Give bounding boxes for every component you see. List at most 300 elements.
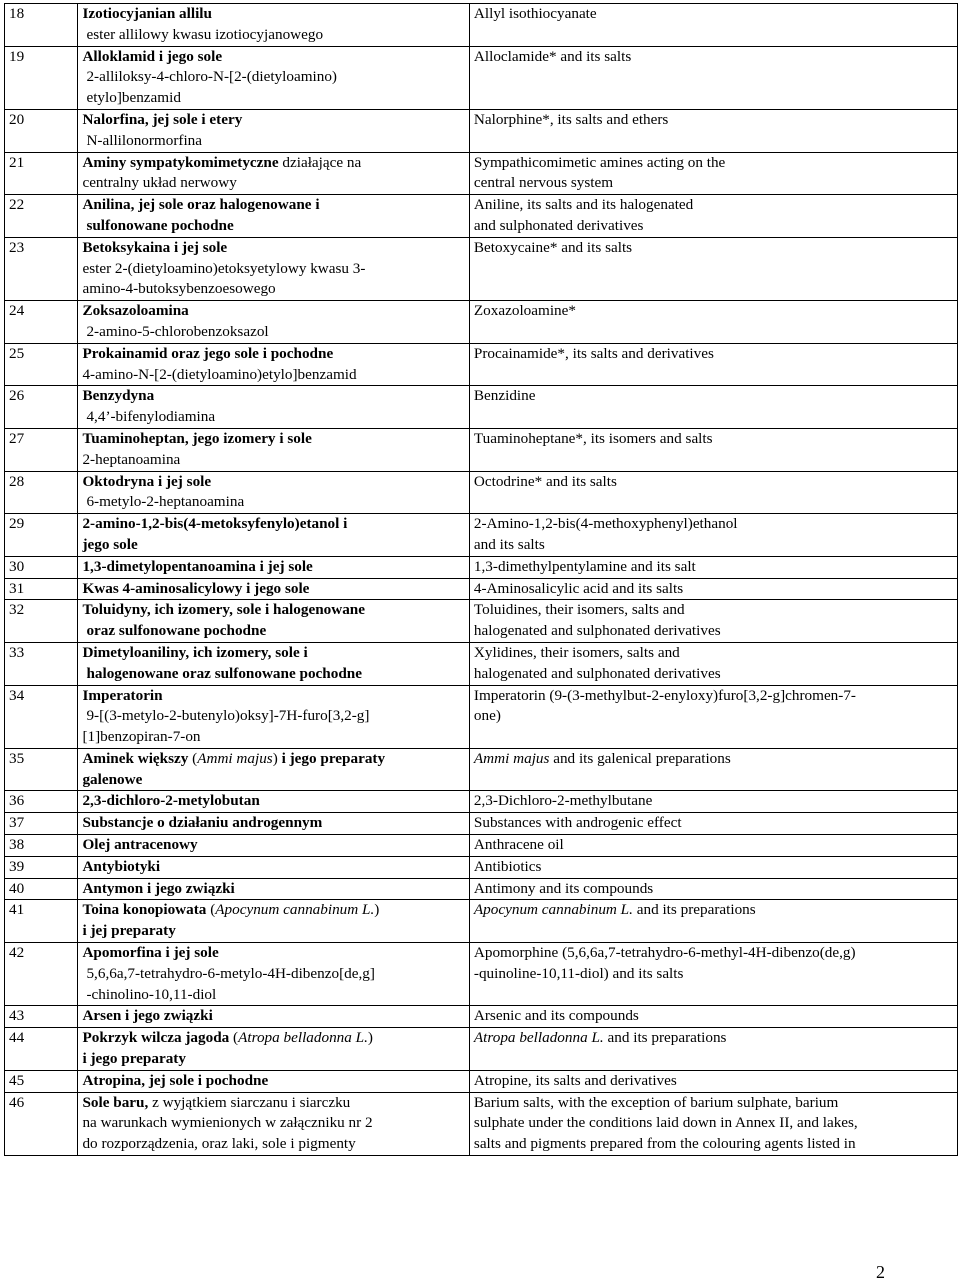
polish-name-cell — [78, 813, 469, 835]
text-line — [82, 450, 468, 471]
text-segment: [1]benzopiran-7-on — [82, 728, 201, 746]
page-number: 2 — [876, 1262, 885, 1282]
text-segment: 2,3-Dichloro-2-methylbutane — [473, 792, 653, 810]
table-row — [5, 556, 958, 578]
text-line — [82, 749, 468, 770]
english-name-cell — [469, 943, 957, 1006]
substance-name: Alloklamid i jego sole — [82, 47, 223, 65]
text-segment: Aniline, its salts and its halogenated — [473, 196, 694, 214]
text-segment: Arsenic and its compounds — [473, 1007, 639, 1025]
polish-name-cell — [78, 237, 469, 300]
text-line — [82, 514, 468, 535]
polish-name-cell — [78, 578, 469, 600]
text-line — [82, 492, 468, 513]
text-segment: Nalorphine*, its salts and ethers — [473, 110, 669, 128]
latin-name: Atropa belladonna L. — [238, 1029, 368, 1047]
text-line — [474, 173, 957, 194]
text-line — [474, 621, 957, 642]
substance-name: halogenowane oraz sulfonowane pochodne — [86, 664, 362, 682]
text-line — [82, 621, 468, 642]
text-segment: 2-Amino-1,2-bis(4-methoxyphenyl)ethanol — [473, 515, 738, 533]
substance-name: Benzydyna — [82, 387, 155, 405]
polish-name-cell — [78, 856, 469, 878]
table-row — [5, 685, 958, 748]
polish-name-cell — [78, 685, 469, 748]
text-line — [474, 749, 957, 770]
text-segment: ester 2-(dietyloamino)etoksyetylowy kwasu 3- — [82, 259, 366, 277]
polish-name-cell — [78, 109, 469, 152]
text-line — [82, 600, 468, 621]
table-row — [5, 835, 958, 857]
english-name-cell — [469, 1070, 957, 1092]
entry-number: 18 — [5, 4, 78, 47]
text-segment: Benzidine — [473, 387, 536, 405]
text-line — [474, 47, 957, 68]
text-segment: -chinolino-10,11-diol — [86, 985, 217, 1003]
substance-name: Toina konopiowata — [82, 901, 207, 919]
text-line — [82, 1093, 468, 1114]
text-line — [82, 579, 468, 600]
text-line — [474, 686, 957, 707]
text-line — [474, 514, 957, 535]
english-name-cell — [469, 600, 957, 643]
latin-name: Apocynum cannabinum L. — [215, 901, 375, 919]
substance-name: Tuaminoheptan, jego izomery i sole — [82, 429, 312, 447]
text-line — [474, 1071, 957, 1092]
english-name-cell — [469, 301, 957, 344]
substance-name: Sole baru, — [82, 1093, 149, 1111]
text-segment: do rozporządzenia, oraz laki, sole i pigmenty — [82, 1135, 356, 1153]
entry-number: 38 — [5, 835, 78, 857]
english-name-cell — [469, 642, 957, 685]
text-line — [82, 770, 468, 791]
text-line — [474, 4, 957, 25]
text-line — [82, 879, 468, 900]
text-line — [82, 1006, 468, 1027]
text-line — [474, 879, 957, 900]
text-line — [474, 301, 957, 322]
text-line — [474, 857, 957, 878]
text-segment: sulphate under the conditions laid down in Annex II, and lakes, — [473, 1114, 858, 1132]
polish-name-cell — [78, 642, 469, 685]
text-line — [82, 1028, 468, 1049]
entry-number: 44 — [5, 1028, 78, 1071]
text-line — [82, 322, 468, 343]
table-row — [5, 578, 958, 600]
table-row — [5, 46, 958, 109]
text-segment: Antibiotics — [473, 857, 542, 875]
text-segment: Procainamide*, its salts and derivatives — [473, 344, 714, 362]
text-line — [82, 279, 468, 300]
text-line — [82, 407, 468, 428]
polish-name-cell — [78, 835, 469, 857]
english-name-cell — [469, 556, 957, 578]
english-name-cell — [469, 152, 957, 195]
substance-name: Arsen i jego związki — [82, 1007, 213, 1025]
entry-number: 25 — [5, 343, 78, 386]
english-name-cell — [469, 386, 957, 429]
text-line — [474, 557, 957, 578]
entry-number: 43 — [5, 1006, 78, 1028]
text-line — [474, 791, 957, 812]
substance-name: Olej antracenowy — [82, 836, 198, 854]
text-segment: ester allilowy kwasu izotiocyjanowego — [86, 25, 324, 43]
english-name-cell — [469, 237, 957, 300]
text-line — [82, 173, 468, 194]
table-row — [5, 1006, 958, 1028]
entry-number: 46 — [5, 1092, 78, 1155]
text-line — [474, 943, 957, 964]
table-body — [5, 4, 958, 1156]
text-segment: and sulphonated derivatives — [473, 216, 644, 234]
text-line — [82, 88, 468, 109]
text-segment: 2-amino-5-chlorobenzoksazol — [86, 322, 269, 340]
text-line — [82, 985, 468, 1006]
text-segment: ) — [367, 1029, 373, 1047]
english-name-cell — [469, 900, 957, 943]
english-name-cell — [469, 748, 957, 791]
text-segment: salts and pigments prepared from the colouring agents listed in — [473, 1135, 856, 1153]
polish-name-cell — [78, 556, 469, 578]
entry-number: 42 — [5, 943, 78, 1006]
text-segment: Substances with androgenic effect — [473, 814, 682, 832]
entry-number: 28 — [5, 471, 78, 514]
polish-name-cell — [78, 46, 469, 109]
substance-name: Zoksazoloamina — [82, 302, 189, 320]
entry-number: 35 — [5, 748, 78, 791]
text-line — [82, 900, 468, 921]
polish-name-cell — [78, 600, 469, 643]
entry-number: 37 — [5, 813, 78, 835]
polish-name-cell — [78, 471, 469, 514]
text-line — [82, 153, 468, 174]
text-line — [82, 238, 468, 259]
table-row — [5, 471, 958, 514]
table-row — [5, 514, 958, 557]
english-name-cell — [469, 791, 957, 813]
entry-number: 19 — [5, 46, 78, 109]
english-name-cell — [469, 1092, 957, 1155]
text-segment: halogenated and sulphonated derivatives — [473, 622, 721, 640]
text-line — [474, 195, 957, 216]
text-segment: ) — [374, 901, 380, 919]
text-segment: ( — [188, 749, 198, 767]
text-segment: Betoxycaine* and its salts — [473, 238, 633, 256]
text-line — [82, 943, 468, 964]
text-line — [82, 1113, 468, 1134]
english-name-cell — [469, 109, 957, 152]
polish-name-cell — [78, 343, 469, 386]
table-row — [5, 1070, 958, 1092]
text-line — [82, 1049, 468, 1070]
entry-number: 29 — [5, 514, 78, 557]
text-line — [82, 643, 468, 664]
text-segment: na warunkach wymienionych w załączniku nr 2 — [82, 1114, 373, 1132]
table-row — [5, 748, 958, 791]
text-segment: Antimony and its compounds — [473, 879, 654, 897]
text-line — [474, 835, 957, 856]
text-line — [82, 4, 468, 25]
text-line — [474, 1093, 957, 1114]
text-line — [82, 557, 468, 578]
latin-name: Apocynum cannabinum L. — [473, 901, 633, 919]
entry-number: 31 — [5, 578, 78, 600]
text-segment: and its preparations — [632, 901, 756, 919]
substance-name: Betoksykaina i jej sole — [82, 238, 228, 256]
substance-name: Dimetyloaniliny, ich izomery, sole i — [82, 643, 308, 661]
substance-name: Antybiotyki — [82, 857, 161, 875]
text-line — [82, 386, 468, 407]
text-line — [82, 344, 468, 365]
entry-number: 20 — [5, 109, 78, 152]
text-line — [474, 1113, 957, 1134]
text-line — [82, 365, 468, 386]
text-line — [474, 386, 957, 407]
entry-number: 24 — [5, 301, 78, 344]
entry-number: 22 — [5, 195, 78, 238]
latin-name: Atropa belladonna L. — [473, 1029, 604, 1047]
english-name-cell — [469, 428, 957, 471]
polish-name-cell — [78, 152, 469, 195]
text-segment: Xylidines, their isomers, salts and — [473, 643, 680, 661]
entry-number: 41 — [5, 900, 78, 943]
substance-name: Aminy sympatykomimetyczne — [82, 153, 279, 171]
english-name-cell — [469, 1006, 957, 1028]
substance-name: 2-amino-1,2-bis(4-metoksyfenylo)etanol i — [82, 515, 348, 533]
text-line — [82, 429, 468, 450]
entry-number: 33 — [5, 642, 78, 685]
text-line — [474, 1134, 957, 1155]
substance-name: Atropina, jej sole i pochodne — [82, 1071, 269, 1089]
text-segment: Anthracene oil — [473, 836, 564, 854]
english-name-cell — [469, 195, 957, 238]
text-line — [474, 535, 957, 556]
substance-name: Pokrzyk wilcza jagoda — [82, 1029, 230, 1047]
text-line — [82, 216, 468, 237]
substance-name: Substancje o działaniu androgennym — [82, 814, 323, 832]
text-line — [82, 110, 468, 131]
text-segment: 4,4’-bifenylodiamina — [86, 408, 216, 426]
text-segment: Atropine, its salts and derivatives — [473, 1071, 677, 1089]
english-name-cell — [469, 1028, 957, 1071]
polish-name-cell — [78, 301, 469, 344]
text-line — [474, 964, 957, 985]
english-name-cell — [469, 578, 957, 600]
text-line — [474, 472, 957, 493]
text-line — [474, 110, 957, 131]
text-segment: Alloclamide* and its salts — [473, 47, 632, 65]
text-line — [82, 301, 468, 322]
table-row — [5, 109, 958, 152]
substance-name: Apomorfina i jej sole — [82, 944, 219, 962]
table-row — [5, 1092, 958, 1155]
polish-name-cell — [78, 386, 469, 429]
entry-number: 30 — [5, 556, 78, 578]
text-line — [82, 835, 468, 856]
entry-number: 45 — [5, 1070, 78, 1092]
text-segment: central nervous system — [473, 174, 614, 192]
text-segment: 9-[(3-metylo-2-butenylo)oksy]-7H-furo[3,2-g] — [86, 707, 370, 725]
text-line — [82, 259, 468, 280]
text-segment: -quinoline-10,11-diol) and its salts — [473, 964, 684, 982]
substance-name: Oktodryna i jej sole — [82, 472, 212, 490]
text-line — [82, 195, 468, 216]
table-row — [5, 856, 958, 878]
substance-name: i jego preparaty — [281, 749, 386, 767]
text-segment: Barium salts, with the exception of barium sulphate, barium — [473, 1093, 839, 1111]
text-segment: halogenated and sulphonated derivatives — [473, 664, 721, 682]
polish-name-cell — [78, 943, 469, 1006]
entry-number: 36 — [5, 791, 78, 813]
latin-name: Ammi majus — [197, 749, 273, 767]
table-row — [5, 878, 958, 900]
text-line — [474, 344, 957, 365]
text-segment: 4-Aminosalicylic acid and its salts — [473, 579, 684, 597]
text-line — [474, 153, 957, 174]
english-name-cell — [469, 685, 957, 748]
table-row — [5, 813, 958, 835]
entry-number: 34 — [5, 685, 78, 748]
text-segment: etylo]benzamid — [86, 89, 181, 107]
text-line — [82, 813, 468, 834]
text-line — [82, 791, 468, 812]
substance-name: Prokainamid oraz jego sole i pochodne — [82, 344, 334, 362]
text-segment: 2-heptanoamina — [82, 450, 181, 468]
text-segment: 4-amino-N-[2-(dietyloamino)etylo]benzamid — [82, 365, 357, 383]
text-segment: ( — [229, 1029, 239, 1047]
polish-name-cell — [78, 878, 469, 900]
table-row — [5, 600, 958, 643]
entry-number: 27 — [5, 428, 78, 471]
text-segment: Sympathicomimetic amines acting on the — [473, 153, 726, 171]
polish-name-cell — [78, 1070, 469, 1092]
polish-name-cell — [78, 1092, 469, 1155]
text-segment: działające na — [278, 153, 362, 171]
table-row — [5, 428, 958, 471]
substances-table — [4, 3, 958, 1156]
text-segment: one) — [473, 707, 501, 725]
substance-name: Antymon i jego związki — [82, 879, 235, 897]
substance-name: jego sole — [82, 535, 138, 553]
text-segment: and its preparations — [603, 1029, 727, 1047]
text-segment: Zoxazoloamine* — [473, 302, 576, 320]
table-row — [5, 386, 958, 429]
text-segment: 6-metylo-2-heptanoamina — [86, 493, 245, 511]
english-name-cell — [469, 46, 957, 109]
text-segment: and its galenical preparations — [549, 749, 731, 767]
polish-name-cell — [78, 791, 469, 813]
text-line — [82, 25, 468, 46]
substance-name: Izotiocyjanian allilu — [82, 5, 212, 22]
substance-name: oraz sulfonowane pochodne — [86, 622, 267, 640]
text-segment: Apomorphine (5,6,6a,7-tetrahydro-6-methyl-4H-dibenzo(de,g) — [473, 944, 856, 962]
substance-name: 2,3-dichloro-2-metylobutan — [82, 792, 260, 810]
substance-name: Anilina, jej sole oraz halogenowane i — [82, 196, 320, 214]
text-line — [82, 47, 468, 68]
text-line — [82, 964, 468, 985]
text-segment: Imperatorin (9-(3-methylbut-2-enyloxy)furo[3,2-g]chromen-7- — [473, 686, 856, 704]
text-line — [474, 706, 957, 727]
text-line — [82, 472, 468, 493]
entry-number: 26 — [5, 386, 78, 429]
text-segment: ) — [272, 749, 282, 767]
text-line — [82, 131, 468, 152]
english-name-cell — [469, 4, 957, 47]
text-line — [82, 921, 468, 942]
text-segment: Tuaminoheptane*, its isomers and salts — [473, 429, 713, 447]
table-row — [5, 152, 958, 195]
table-row — [5, 943, 958, 1006]
text-line — [82, 727, 468, 748]
text-line — [82, 535, 468, 556]
text-segment: N-allilonormorfina — [86, 131, 203, 149]
english-name-cell — [469, 343, 957, 386]
text-line — [474, 1006, 957, 1027]
text-segment: centralny układ nerwowy — [82, 174, 237, 192]
text-segment: 5,6,6a,7-tetrahydro-6-metylo-4H-dibenzo[de,g] — [86, 964, 375, 982]
text-line — [474, 900, 957, 921]
entry-number: 32 — [5, 600, 78, 643]
latin-name: Ammi majus — [473, 749, 550, 767]
table-row — [5, 1028, 958, 1071]
substance-name: i jego preparaty — [82, 1050, 186, 1068]
table-row — [5, 195, 958, 238]
entry-number: 23 — [5, 237, 78, 300]
text-segment: and its salts — [473, 535, 545, 553]
english-name-cell — [469, 835, 957, 857]
table-row — [5, 900, 958, 943]
english-name-cell — [469, 813, 957, 835]
substance-name: 1,3-dimetylopentanoamina i jej sole — [82, 557, 313, 575]
text-line — [474, 664, 957, 685]
text-line — [474, 1028, 957, 1049]
substance-name: Imperatorin — [82, 686, 163, 704]
polish-name-cell — [78, 4, 469, 47]
table-row — [5, 791, 958, 813]
text-segment: 2-alliloksy-4-chloro-N-[2-(dietyloamino) — [86, 68, 337, 86]
entry-number: 39 — [5, 856, 78, 878]
substance-name: Nalorfina, jej sole i etery — [82, 110, 243, 128]
text-line — [82, 1071, 468, 1092]
text-line — [474, 813, 957, 834]
polish-name-cell — [78, 428, 469, 471]
polish-name-cell — [78, 900, 469, 943]
text-segment: Toluidines, their isomers, salts and — [473, 601, 685, 619]
text-line — [82, 664, 468, 685]
text-segment: amino-4-butoksybenzoesowego — [82, 280, 276, 298]
polish-name-cell — [78, 195, 469, 238]
text-line — [82, 706, 468, 727]
polish-name-cell — [78, 1028, 469, 1071]
text-line — [82, 67, 468, 88]
substance-name: i jej preparaty — [82, 922, 176, 940]
english-name-cell — [469, 878, 957, 900]
text-line — [474, 216, 957, 237]
english-name-cell — [469, 856, 957, 878]
substance-name: sulfonowane pochodne — [86, 216, 234, 234]
table-row — [5, 301, 958, 344]
text-segment: Allyl isothiocyanate — [473, 5, 597, 22]
text-segment: Octodrine* and its salts — [473, 472, 617, 490]
text-line — [82, 686, 468, 707]
english-name-cell — [469, 514, 957, 557]
table-row — [5, 237, 958, 300]
substance-name: Toluidyny, ich izomery, sole i halogenowane — [82, 601, 365, 619]
text-line — [474, 238, 957, 259]
text-line — [474, 643, 957, 664]
polish-name-cell — [78, 1006, 469, 1028]
text-line — [474, 579, 957, 600]
